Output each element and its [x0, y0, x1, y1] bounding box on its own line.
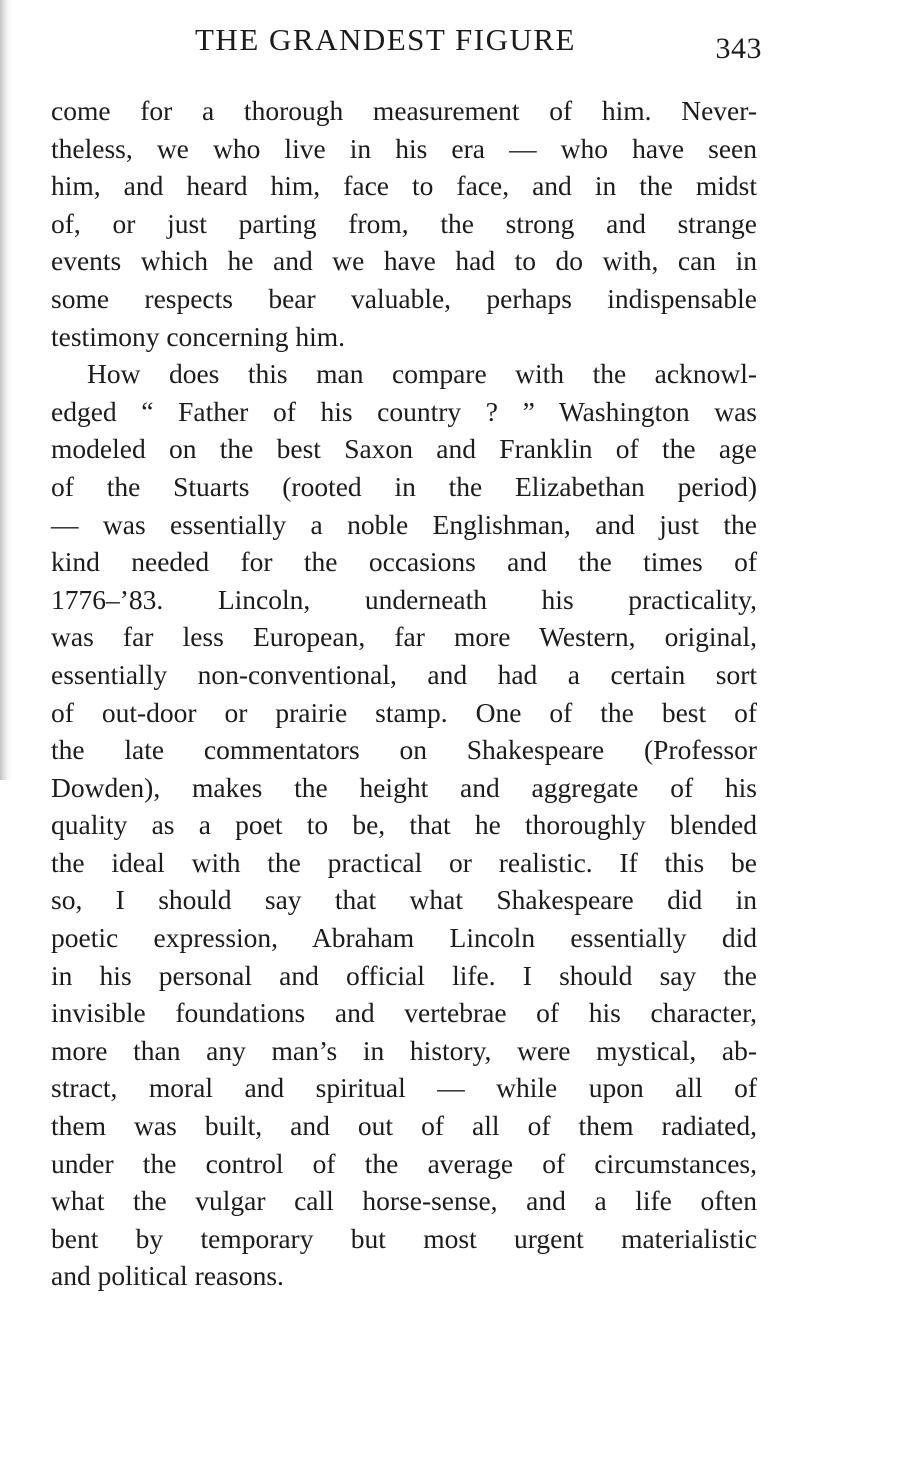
text-line: kind needed for the occasions and the times of [51, 546, 757, 578]
text-line: modeled on the best Saxon and Franklin of the age [51, 433, 757, 465]
text-line: of the Stuarts (rooted in the Elizabethan period) [51, 470, 757, 502]
text-line: edged “ Father of his country ? ” Washington was [51, 395, 757, 427]
running-head [50, 22, 766, 66]
text-line: of out-door or prairie stamp. One of the best of [51, 696, 757, 728]
page-number: 343 [715, 32, 762, 65]
text-line: — was essentially a noble Englishman, and just the [51, 508, 757, 540]
running-title: THE GRANDEST FIGURE [195, 22, 576, 57]
text-line: so, I should say that what Shakespeare did in [51, 884, 757, 916]
text-line: of, or just parting from, the strong and strange [51, 207, 757, 239]
text-line: 1776–’83. Lincoln, underneath his practicality, [51, 583, 757, 615]
text-line: invisible foundations and vertebrae of his character, [51, 997, 757, 1029]
text-line: theless, we who live in his era — who have seen [51, 132, 757, 164]
text-line: what the vulgar call horse-sense, and a life often [51, 1185, 757, 1217]
text-line: under the control of the average of circumstances, [51, 1147, 757, 1179]
text-line: essentially non-conventional, and had a certain sort [51, 658, 757, 690]
body-text [51, 92, 757, 1295]
text-line: them was built, and out of all of them radiated, [51, 1110, 757, 1142]
text-line: poetic expression, Abraham Lincoln essentially did [51, 922, 757, 954]
text-line: How does this man compare with the acknowl- [87, 358, 757, 390]
text-line: stract, moral and spiritual — while upon all of [51, 1072, 757, 1104]
text-line: was far less European, far more Western, original, [51, 621, 757, 653]
text-line: the ideal with the practical or realistic. If this be [51, 846, 757, 878]
page-gutter-shadow [0, 0, 12, 780]
paragraph-2 [51, 355, 757, 1295]
text-line: in his personal and official life. I should say the [51, 959, 757, 991]
paragraph-1 [51, 92, 757, 355]
text-line: the late commentators on Shakespeare (Professor [51, 734, 757, 766]
text-line: him, and heard him, face to face, and in the midst [51, 170, 757, 202]
text-line: bent by temporary but most urgent materialistic [51, 1222, 757, 1254]
text-line: testimony concerning him. [51, 320, 346, 352]
text-line: come for a thorough measurement of him. Never- [51, 95, 757, 126]
text-line: and political reasons. [51, 1260, 284, 1292]
text-line: more than any man’s in history, were mystical, ab- [51, 1034, 757, 1066]
text-line: some respects bear valuable, perhaps indispensable [51, 282, 757, 314]
text-line: Dowden), makes the height and aggregate of his [51, 771, 757, 803]
text-line: quality as a poet to be, that he thoroughly blended [51, 809, 757, 841]
text-line: events which he and we have had to do with, can in [51, 245, 757, 277]
